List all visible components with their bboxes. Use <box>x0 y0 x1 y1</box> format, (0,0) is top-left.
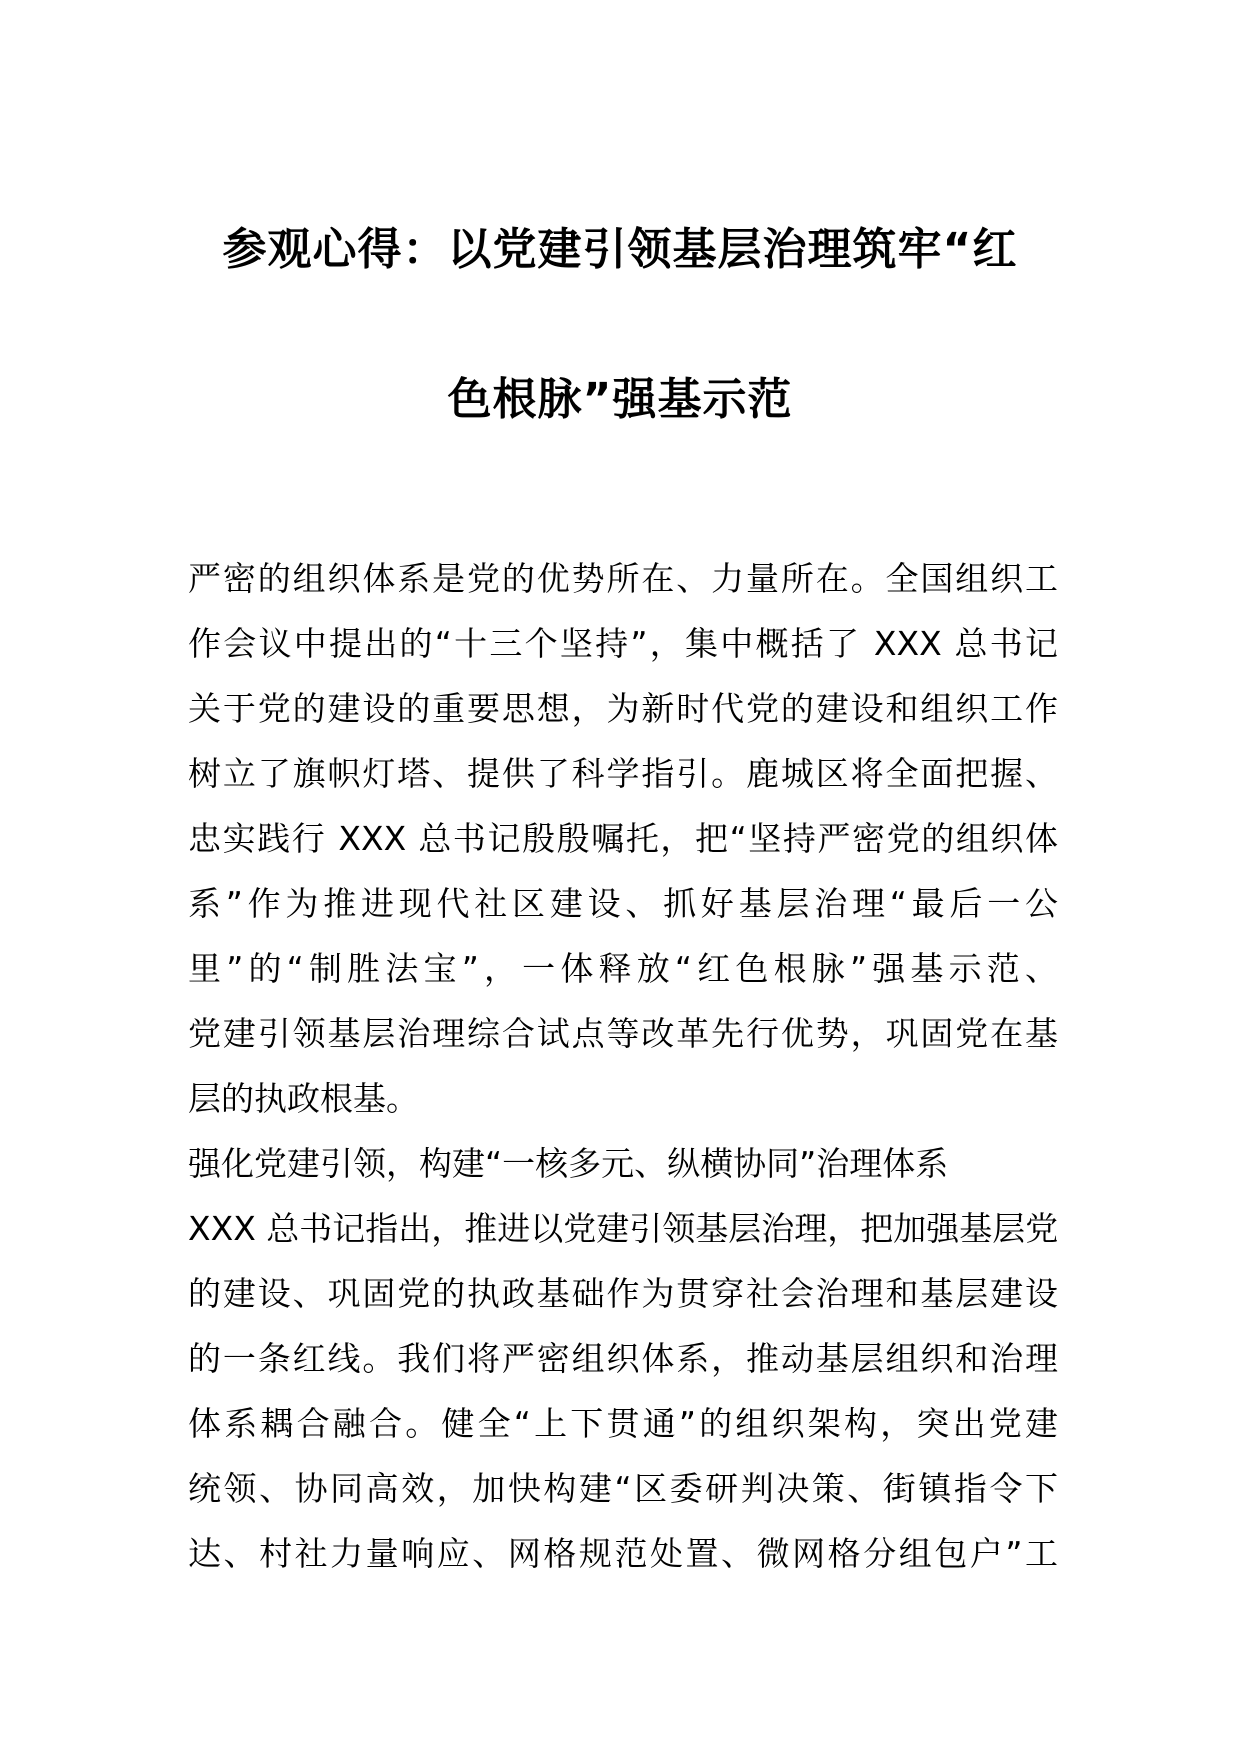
text-line: 树立了旗帜灯塔、提供了科学指引。鹿城区将全面把握、 <box>188 754 1058 793</box>
title-line-2: 色根脉”强基示范 <box>447 374 793 425</box>
text-line: 忠实践行 XXX 总书记殷殷嘱托，把“坚持严密党的组织体 <box>188 819 1058 858</box>
text-line: XXX 总书记指出，推进以党建引领基层治理，把加强基层党 <box>188 1209 1058 1248</box>
text-line: 统领、协同高效，加快构建“区委研判决策、街镇指令下 <box>188 1469 1058 1508</box>
text-line: 关于党的建设的重要思想，为新时代党的建设和组织工作 <box>188 689 1058 728</box>
text-line: 层的执政根基。 <box>188 1079 419 1118</box>
text-line: 作会议中提出的“十三个坚持”，集中概括了 XXX 总书记 <box>188 624 1058 663</box>
section-heading-text: 强化党建引领，构建“一核多元、纵横协同”治理体系 <box>188 1144 949 1183</box>
text-line: 系”作为推进现代社区建设、抓好基层治理“最后一公 <box>188 884 1058 923</box>
text-line: 党建引领基层治理综合试点等改革先行优势，巩固党在基 <box>188 1014 1058 1053</box>
text-line: 的一条红线。我们将严密组织体系，推动基层组织和治理 <box>188 1339 1058 1378</box>
document-body <box>188 546 1058 1586</box>
paragraph-intro <box>188 546 1058 1131</box>
text-line: 里”的“制胜法宝”，一体释放“红色根脉”强基示范、 <box>188 949 1058 988</box>
section-heading <box>188 1131 1058 1196</box>
text-line: 的建设、巩固党的执政基础作为贯穿社会治理和基层建设 <box>188 1274 1058 1313</box>
paragraph-section-1 <box>188 1196 1058 1586</box>
text-line: 严密的组织体系是党的优势所在、力量所在。全国组织工 <box>188 559 1058 598</box>
text-line: 体系耦合融合。健全“上下贯通”的组织架构，突出党建 <box>188 1404 1058 1443</box>
title-line-1: 参观心得：以党建引领基层治理筑牢“红 <box>222 224 1018 275</box>
document-title <box>190 175 1050 475</box>
text-line: 达、村社力量响应、网格规范处置、微网格分组包户”工 <box>188 1534 1058 1573</box>
